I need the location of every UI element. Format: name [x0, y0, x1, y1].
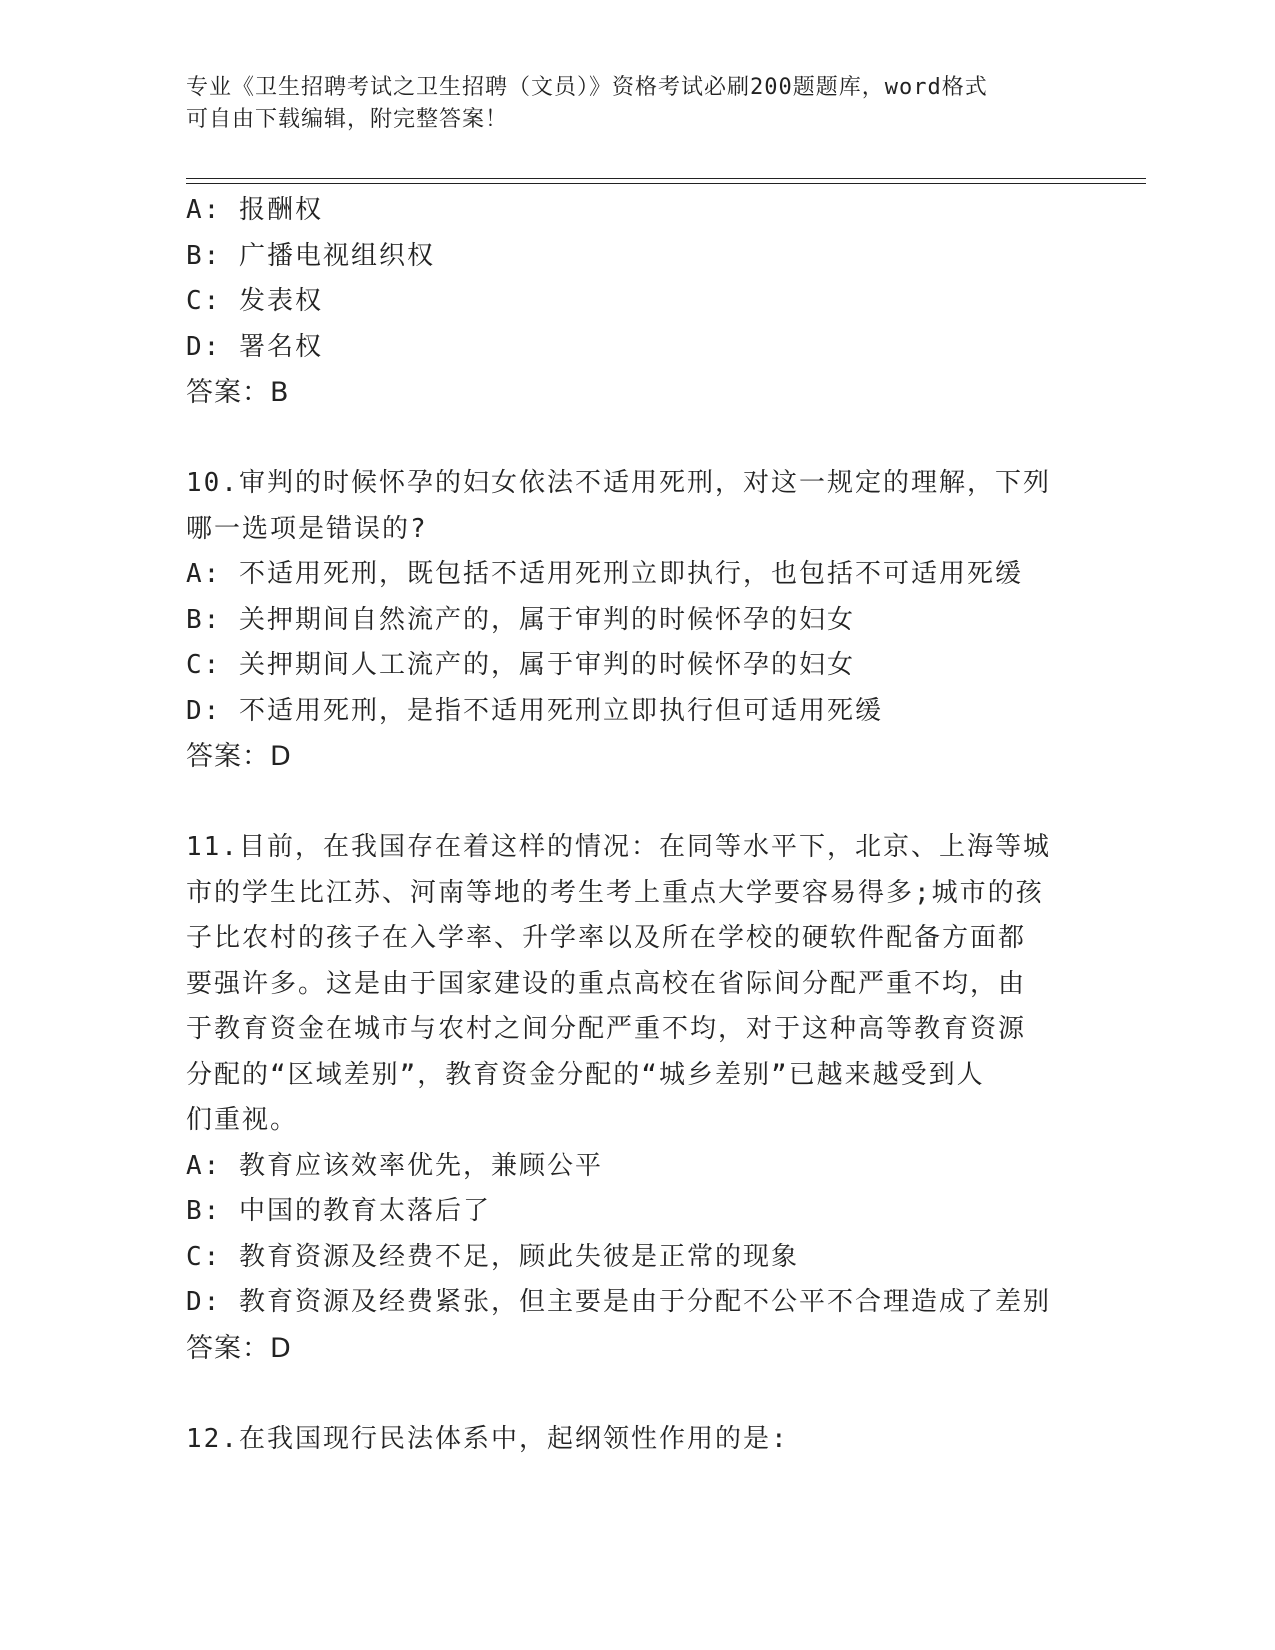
header-line-2: 可自由下载编辑，附完整答案！ — [186, 107, 509, 132]
answer-label: 答案：D — [186, 1332, 292, 1364]
question-12 — [186, 1417, 1086, 1463]
question-stem-line: 11.目前，在我国存在着这样的情况：在同等水平下，北京、上海等城 — [186, 832, 1051, 862]
option-b: B: 广播电视组织权 — [186, 240, 435, 271]
question-stem-line: 们重视。 — [186, 1105, 299, 1135]
header-divider-top — [186, 178, 1146, 179]
option-a: A: 教育应该效率优先，兼顾公平 — [186, 1150, 603, 1181]
option-a: A: 不适用死刑，既包括不适用死刑立即执行，也包括不可适用死缓 — [186, 559, 1023, 589]
spacer — [186, 416, 1086, 462]
option-b: B: 中国的教育太落后了 — [186, 1196, 491, 1226]
question-stem-line: 要强许多。这是由于国家建设的重点高校在省际间分配严重不均，由 — [186, 968, 1027, 999]
header-line-1: 专业《卫生招聘考试之卫生招聘（文员）》资格考试必刷200题题库，word格式 — [186, 75, 988, 100]
header-divider-bottom — [186, 183, 1146, 184]
question-9 — [186, 188, 1086, 416]
option-d: D: 教育资源及经费紧张，但主要是由于分配不公平不合理造成了差别 — [186, 1287, 1051, 1317]
document-header — [186, 72, 1086, 136]
option-a: A: 报酬权 — [186, 195, 323, 225]
question-stem-line: 12.在我国现行民法体系中，起纲领性作用的是: — [186, 1423, 789, 1454]
question-stem-line: 于教育资金在城市与农村之间分配严重不均，对于这种高等教育资源 — [186, 1014, 1027, 1044]
option-c: C: 教育资源及经费不足，顾此失彼是正常的现象 — [186, 1241, 799, 1272]
option-d: D: 不适用死刑，是指不适用死刑立即执行但可适用死缓 — [186, 695, 883, 726]
question-11 — [186, 825, 1086, 1371]
spacer — [186, 1371, 1086, 1417]
option-c: C: 关押期间人工流产的，属于审判的时候怀孕的妇女 — [186, 650, 855, 680]
question-stem-line: 分配的“区域差别”，教育资金分配的“城乡差别”已越来越受到人 — [186, 1059, 985, 1090]
document-body — [186, 188, 1086, 1462]
question-stem-line: 市的学生比江苏、河南等地的考生考上重点大学要容易得多;城市的孩 — [186, 877, 1044, 908]
option-c: C: 发表权 — [186, 286, 323, 316]
question-stem-line: 哪一选项是错误的? — [186, 513, 428, 544]
question-stem-line: 子比农村的孩子在入学率、升学率以及所在学校的硬软件配备方面都 — [186, 923, 1027, 953]
question-10 — [186, 461, 1086, 780]
spacer — [186, 780, 1086, 826]
answer-label: 答案：B — [186, 377, 290, 408]
option-d: D: 署名权 — [186, 331, 323, 362]
answer-label: 答案：D — [186, 741, 292, 772]
option-b: B: 关押期间自然流产的，属于审判的时候怀孕的妇女 — [186, 604, 855, 635]
question-stem-line: 10.审判的时候怀孕的妇女依法不适用死刑，对这一规定的理解，下列 — [186, 468, 1051, 498]
